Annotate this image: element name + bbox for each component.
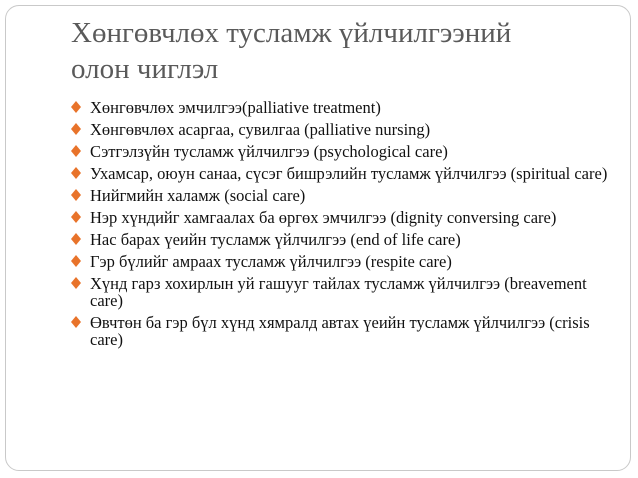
bullet-text: Нас барах үеийн тусламж үйлчилгээ (end of life care) [90, 230, 461, 249]
bullet-text: Сэтгэлзүйн тусламж үйлчилгээ (psychological care) [90, 142, 448, 161]
orange-diamond-bullet-icon [71, 277, 81, 289]
orange-diamond-bullet-icon [71, 255, 81, 267]
bullet-item [71, 187, 611, 204]
bullet-item [71, 165, 611, 182]
bullet-item [71, 253, 611, 270]
bullet-item [71, 275, 611, 309]
bullet-text: Гэр бүлийг амраах тусламж үйлчилгээ (respite care) [90, 252, 452, 271]
orange-diamond-bullet-icon [71, 211, 81, 223]
bullet-item [71, 143, 611, 160]
bullet-item [71, 231, 611, 248]
orange-diamond-bullet-icon [71, 123, 81, 135]
bullet-text: Хөнгөвчлөх асаргаа, сувилгаа (palliative nursing) [90, 120, 431, 139]
bullet-item [71, 121, 611, 138]
orange-diamond-bullet-icon [71, 101, 81, 113]
bullet-item [71, 99, 611, 116]
orange-diamond-bullet-icon [71, 167, 81, 179]
bullet-list [71, 99, 611, 353]
bullet-text: Нэр хүндийг хамгаалах ба өргөх эмчилгээ (dignity conversing care) [90, 208, 557, 227]
bullet-text: Хөнгөвчлөх эмчилгээ(palliative treatment) [90, 98, 381, 117]
orange-diamond-bullet-icon [71, 316, 81, 328]
slide-title [71, 15, 591, 87]
slide-title-line-2: олон чиглэл [71, 53, 219, 85]
orange-diamond-bullet-icon [71, 189, 81, 201]
bullet-text: Нийгмийн халамж (social care) [90, 186, 306, 205]
bullet-item [71, 314, 611, 348]
bullet-item [71, 209, 611, 226]
bullet-text: Хүнд гарз хохирлын уй гашууг тайлах тусламж үйлчилгээ (breavement care) [90, 274, 587, 310]
bullet-text: Өвчтөн ба гэр бүл хүнд хямралд автах үеийн тусламж үйлчилгээ (crisis care) [90, 313, 590, 349]
orange-diamond-bullet-icon [71, 145, 81, 157]
slide-title-line-1: Хөнгөвчлөх тусламж үйлчилгээний [71, 17, 512, 49]
orange-diamond-bullet-icon [71, 233, 81, 245]
bullet-text: Ухамсар, оюун санаа, сүсэг бишрэлийн тусламж үйлчилгээ (spiritual care) [90, 164, 608, 183]
